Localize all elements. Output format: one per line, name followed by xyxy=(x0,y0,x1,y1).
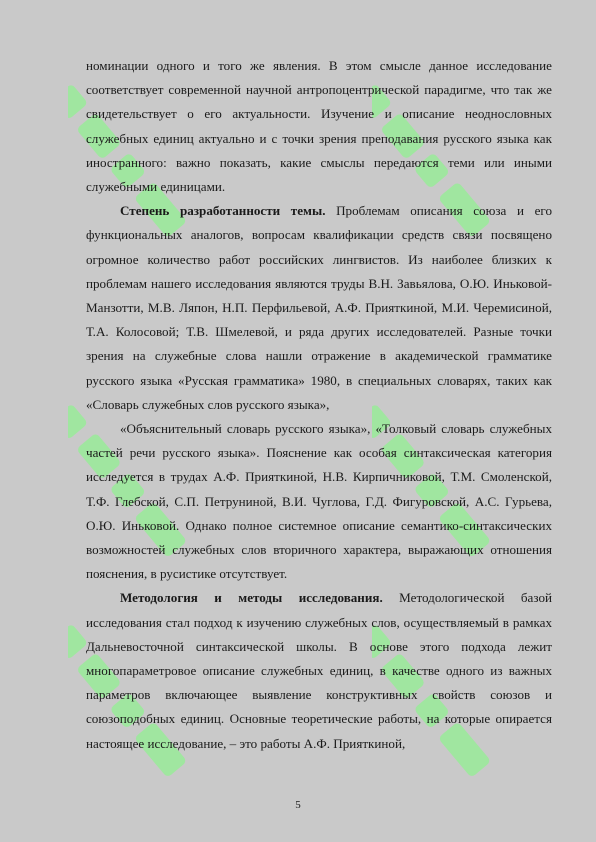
paragraph-4-text: Методологической базой исследования стал подход к изучению служебных слов, осуществляемый в рамках Дальневосточной синтаксической школы. В основе этого подхода лежит многопараметровое описание служебных единиц, в качестве одного из важных параметров включающее выявление конструктивных свойств союзов и союзоподобных единиц. Основные теоретические работы, на которые опирается настоящее исследование, – это работы А.Ф. Прияткиной, xyxy=(86,590,553,751)
paragraph-1-text: номинации одного и того же явления. В этом смысле данное исследование соответствует современной научной антропоцентрической парадигме, что так же свидетельствует о его актуальности. Изучение и описание неоднословных служебных единиц актуально и с точки зрения преподавания русского языка как иностранного: важно показать, какие смыслы передаются теми или иными служебными единицами. xyxy=(86,58,552,195)
paragraph-4 xyxy=(86,586,552,755)
page-number: 5 xyxy=(295,799,301,811)
paragraph-1 xyxy=(86,54,552,199)
paragraph-2 xyxy=(86,199,552,417)
paragraph-4-heading: Методология и методы исследования. xyxy=(120,590,383,606)
paragraph-3 xyxy=(86,417,552,586)
paragraph-3-text: «Объяснительный словарь русского языка», «Толковый словарь служебных частей речи русского языка». Пояснение как особая синтаксическая категория исследуется в трудах А.Ф. Прияткиной, Н.В. Кирпичниковой, Т.М. Смоленской, Т.Ф. Глебской, С.П. Петруниной, В.И. Чуглова, Г.Д. Фигуровской, А.С. Гурьева, О.Ю. Иньковой. Однако полное системное описание семантико-синтаксических возможностей служебных слов вторичного характера, выражающих отношения пояснения, в русистике отсутствует. xyxy=(86,421,552,582)
paragraph-2-heading: Степень разработанности темы. xyxy=(120,203,326,219)
paragraph-2-text: Проблемам описания союза и его функциональных аналогов, вопросам квалификации средств связи посвящено огромное количество работ российских лингвистов. Из наиболее близких к проблемам нашего исследования являются труды В.Н. Завьялова, О.Ю. Иньковой-Манзотти, М.В. Ляпон, Н.П. Перфильевой, А.Ф. Прияткиной, М.И. Черемисиной, Т.А. Колосовой; Т.В. Шмелевой, и ряда других исследователей. Разные точки зрения на служебные слова нашли отражение в академической грамматике русского языка «Русская грамматика» 1980, в специальных словарях, таких как «Словарь служебных слов русского языка», xyxy=(86,203,552,412)
body-text xyxy=(86,54,552,756)
